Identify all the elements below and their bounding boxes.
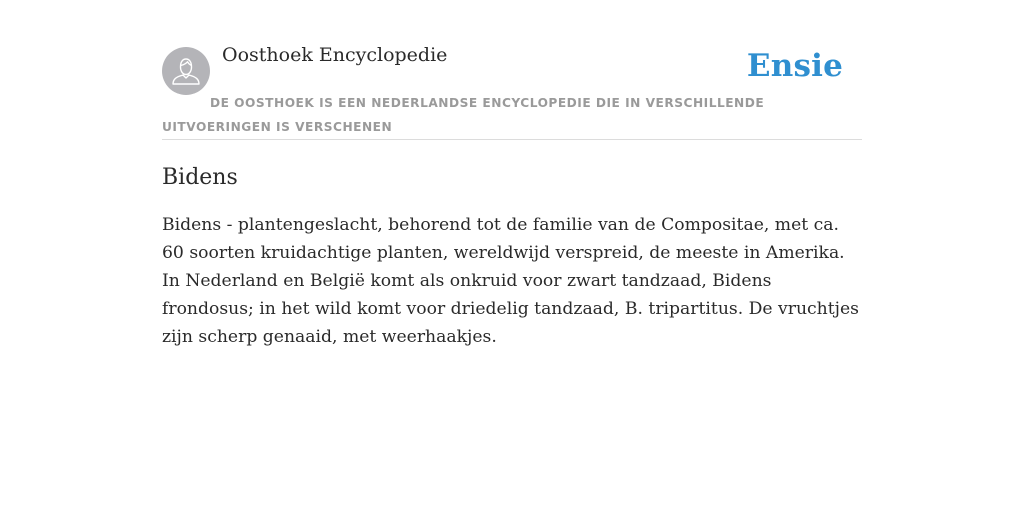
avatar[interactable] [162, 47, 210, 95]
article [162, 160, 862, 351]
source-name[interactable]: Oosthoek Encyclopedie [222, 44, 448, 66]
user-silhouette-icon [162, 47, 210, 95]
brand-logo[interactable]: Ensie [746, 48, 843, 84]
source-header [162, 40, 862, 140]
article-body: Bidens - plantengeslacht, behorend tot de familie van de Compositae, met ca. 60 soorten kruidachtige planten, wereldwijd verspreid, de meeste in Amerika. In Nederland en België komt als onkruid voor zwart tandzaad, Bidens frondosus; in het wild komt voor driedelig tandzaad, B. tripartitus. De vruchtjes zijn scherp genaaid, met weerhaakjes. [162, 215, 859, 347]
source-description: DE OOSTHOEK IS EEN NEDERLANDSE ENCYCLOPEDIE DIE IN VERSCHILLENDE UITVOERINGEN IS VERSCHENEN [162, 96, 765, 134]
article-title: Bidens [162, 165, 238, 190]
